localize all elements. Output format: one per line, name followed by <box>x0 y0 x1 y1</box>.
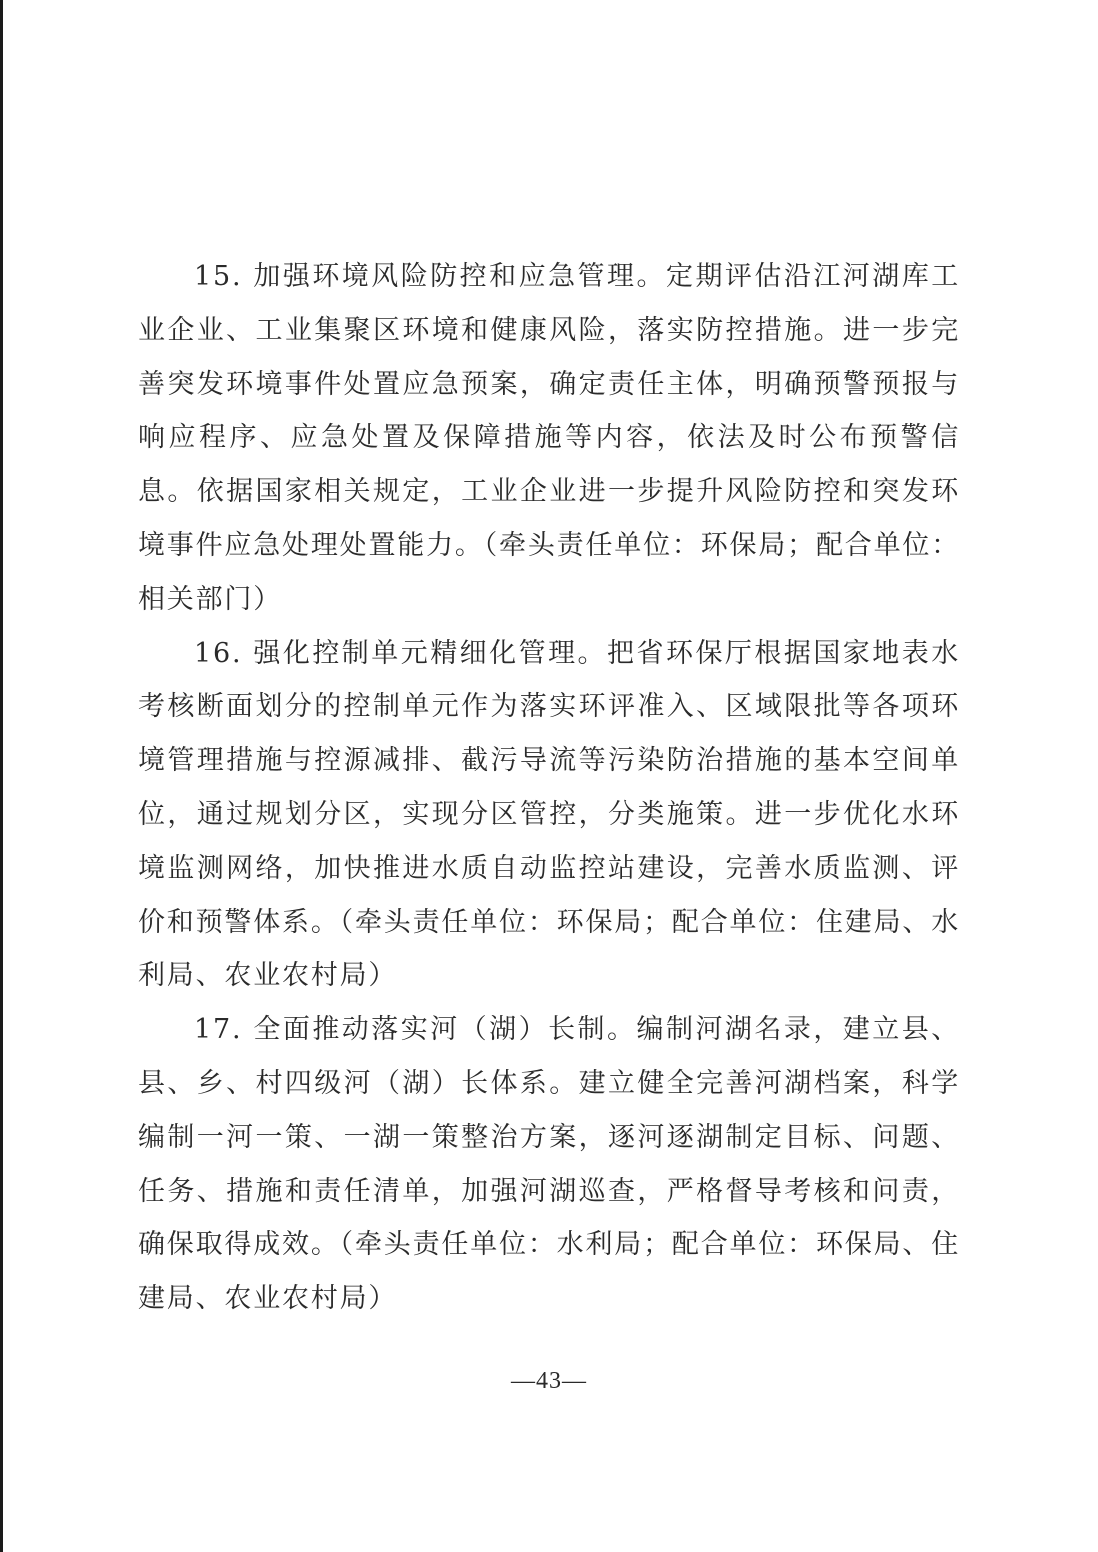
paragraph-15: 15. 加强环境风险防控和应急管理。定期评估沿江河湖库工业企业、工业集聚区环境和健康风险，落实防控措施。进一步完善突发环境事件处置应急预案，确定责任主体，明确预警预报与响应程序、应急处置及保障措施等内容，依法及时公布预警信息。依据国家相关规定，工业企业进一步提升风险防控和突发环境事件应急处理处置能力。（牵头责任单位：环保局；配合单位：相关部门） <box>138 261 960 615</box>
document-body <box>138 250 960 1326</box>
page-number: —43— <box>511 1368 587 1394</box>
paragraph-17: 17. 全面推动落实河（湖）长制。编制河湖名录，建立县、县、乡、村四级河（湖）长体系。建立健全完善河湖档案，科学编制一河一策、一湖一策整治方案，逐河逐湖制定目标、问题、任务、措施和责任清单，加强河湖巡查，严格督导考核和问责，确保取得成效。（牵头责任单位：水利局；配合单位：环保局、住建局、农业农村局） <box>138 1014 960 1315</box>
scan-edge <box>0 0 3 1552</box>
paragraph-16: 16. 强化控制单元精细化管理。把省环保厅根据国家地表水考核断面划分的控制单元作为落实环评准入、区域限批等各项环境管理措施与控源减排、截污导流等污染防治措施的基本空间单位，通过规划分区，实现分区管控，分类施策。进一步优化水环境监测网络，加快推进水质自动监控站建设，完善水质监测、评价和预警体系。（牵头责任单位：环保局；配合单位：住建局、水利局、农业农村局） <box>138 637 960 992</box>
